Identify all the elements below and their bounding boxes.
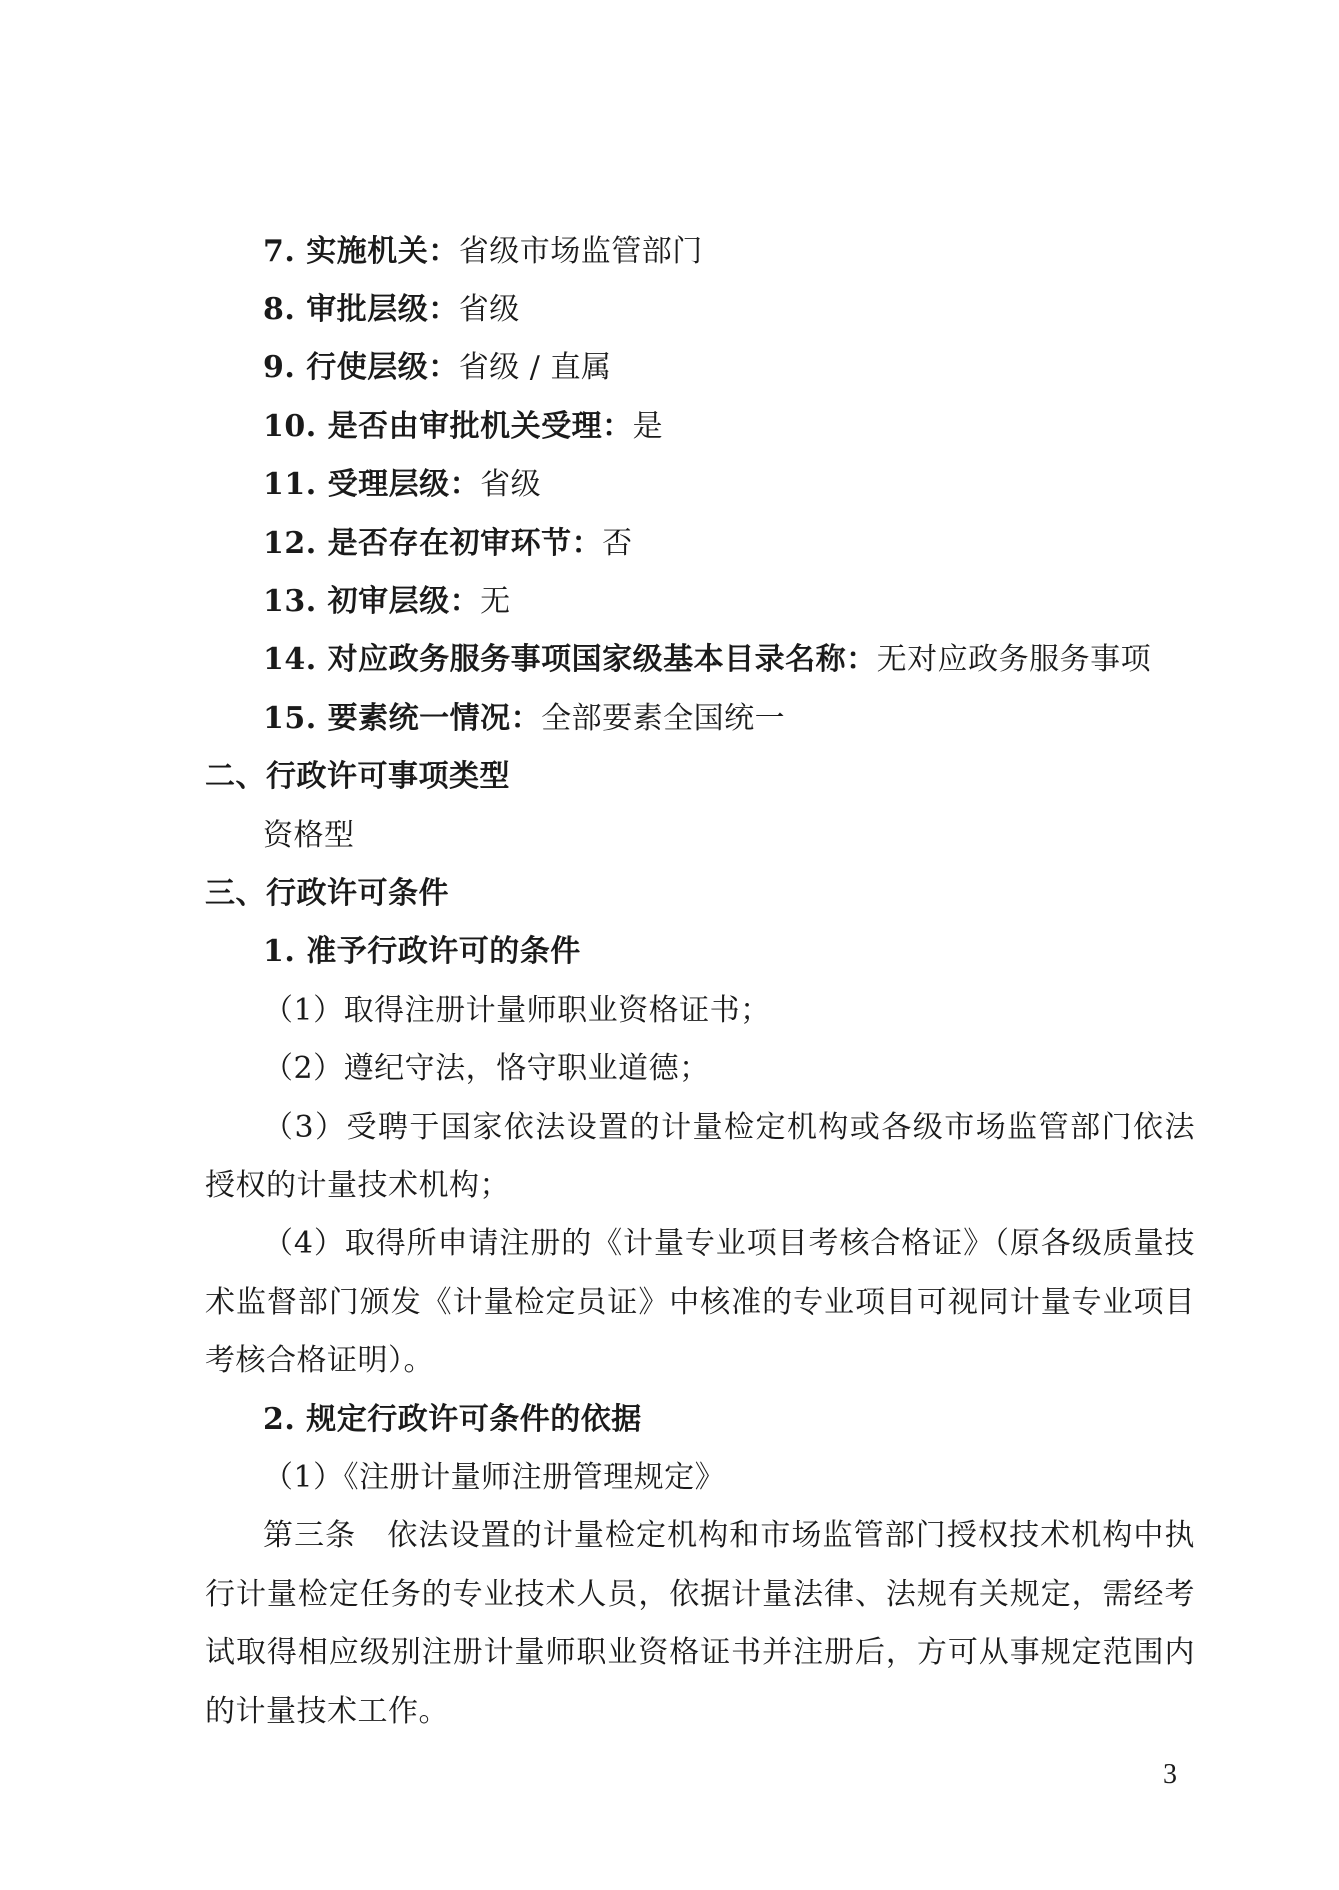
item-label: 14. 对应政务服务事项国家级基本目录名称：	[263, 642, 877, 677]
subheading-conditions-basis: 2. 规定行政许可条件的依据	[263, 1402, 642, 1437]
item-preliminary-review	[263, 524, 1195, 564]
item-acceptance-level	[263, 465, 1195, 505]
article-3-line-2: 行计量检定任务的专业技术人员，依据计量法律、法规有关规定，需经考	[205, 1577, 1195, 1612]
item-national-catalog-name	[263, 640, 1195, 680]
article-3-line-4: 的计量技术工作。	[205, 1694, 449, 1729]
condition-4-line-3: 考核合格证明）。	[205, 1343, 434, 1378]
item-label: 9. 行使层级：	[263, 350, 459, 385]
item-label: 12. 是否存在初审环节：	[263, 526, 603, 561]
item-value: 无	[480, 584, 511, 619]
section-heading-permit-type: 二、行政许可事项类型	[205, 759, 510, 794]
condition-1: （1）取得注册计量师职业资格证书；	[263, 993, 771, 1028]
item-value: 无对应政务服务事项	[876, 642, 1152, 677]
item-accepted-by-approver	[263, 407, 1195, 447]
item-label: 8. 审批层级：	[263, 292, 459, 327]
section-heading-permit-conditions: 三、行政许可条件	[205, 876, 449, 911]
item-implementing-agency	[263, 232, 1195, 272]
condition-3-line-1: （3）受聘于国家依法设置的计量检定机构或各级市场监管部门依法	[263, 1110, 1195, 1145]
page-number: 3	[1163, 1759, 1177, 1790]
article-3-line-1: 第三条 依法设置的计量检定机构和市场监管部门授权技术机构中执	[263, 1518, 1195, 1553]
item-preliminary-level	[263, 582, 1195, 622]
item-label: 11. 受理层级：	[263, 467, 481, 502]
article-3-line-3: 试取得相应级别注册计量师职业资格证书并注册后，方可从事规定范围内	[205, 1635, 1195, 1670]
permit-type-value: 资格型	[263, 818, 355, 853]
subheading-grant-conditions: 1. 准予行政许可的条件	[263, 934, 581, 969]
item-label: 13. 初审层级：	[263, 584, 481, 619]
item-label: 10. 是否由审批机关受理：	[263, 409, 633, 444]
item-value: 是	[632, 409, 664, 444]
item-label: 7. 实施机关：	[263, 234, 459, 269]
item-exercise-level	[263, 348, 1195, 388]
item-value: 全部要素全国统一	[541, 701, 786, 736]
condition-4-line-2: 术监督部门颁发《计量检定员证》中核准的专业项目可视同计量专业项目	[205, 1285, 1195, 1320]
item-value: 省级	[480, 467, 542, 502]
item-value: 否	[602, 526, 633, 561]
condition-4-line-1: （4）取得所申请注册的《计量专业项目考核合格证》（原各级质量技	[263, 1226, 1195, 1261]
condition-2: （2）遵纪守法，恪守职业道德；	[263, 1051, 710, 1086]
item-value: 省级市场监管部门	[458, 234, 703, 269]
basis-regulation-title: （1）《注册计量师注册管理规定》	[263, 1460, 726, 1495]
item-value: 省级 / 直属	[458, 350, 612, 385]
item-value: 省级	[458, 292, 520, 327]
item-approval-level	[263, 290, 1195, 330]
condition-3-line-2: 授权的计量技术机构；	[205, 1168, 510, 1203]
item-label: 15. 要素统一情况：	[263, 701, 542, 736]
item-element-unification	[263, 699, 1195, 739]
